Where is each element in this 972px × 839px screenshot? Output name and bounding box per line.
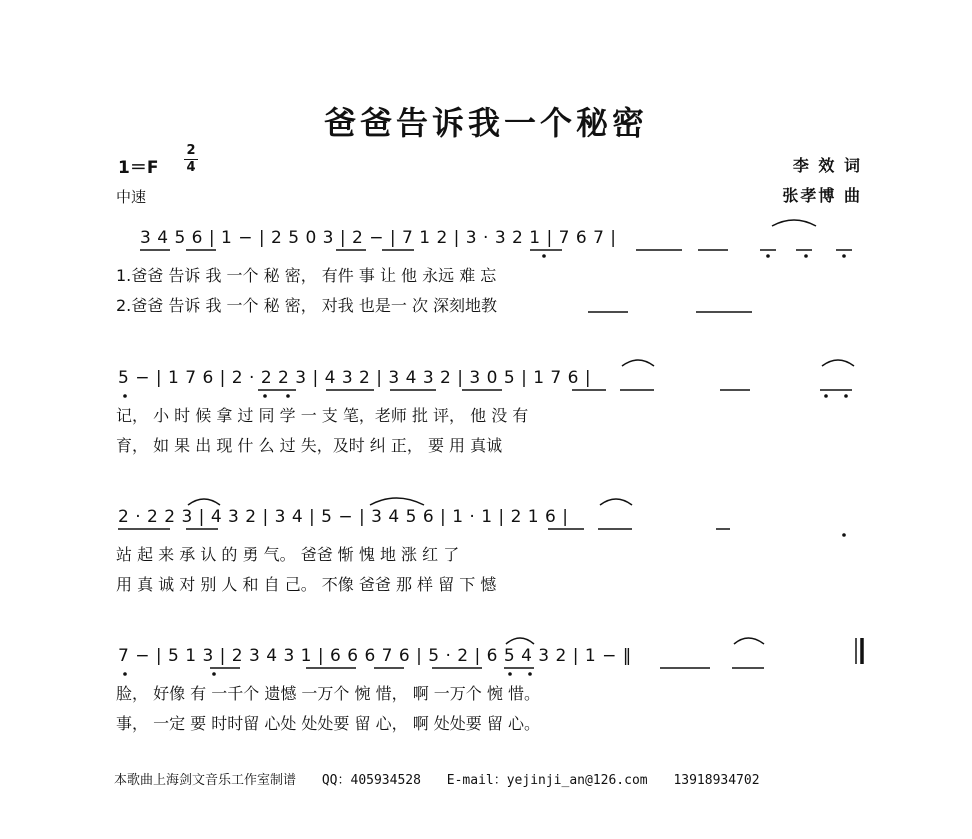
lyrics-line-3-verse-1: 站 起 来 承 认 的 勇 气。 爸爸 惭 愧 地 涨 红 了 bbox=[116, 545, 460, 564]
notes-line-4: 7 − | 5 1 3 | 2 3 4 3 1 | 6 6 6 7 6 | 5 · 2 | 6 5 4 3 2 | 1 − ‖ bbox=[118, 646, 632, 666]
tempo-marking: 中速 bbox=[116, 188, 147, 206]
tie-mark bbox=[822, 360, 854, 366]
tie-mark bbox=[370, 498, 424, 505]
tie-mark bbox=[506, 638, 534, 644]
lyrics-line-2-verse-2: 育， 如 果 出 现 什 么 过 失，及时 纠 正， 要 用 真诚 bbox=[116, 436, 503, 455]
octave-dot bbox=[766, 254, 770, 258]
time-signature-top: 2 bbox=[186, 143, 196, 158]
tie-mark bbox=[772, 220, 816, 226]
footer bbox=[114, 769, 778, 788]
octave-dot bbox=[123, 672, 127, 676]
composer-credit: 张孝博 曲 bbox=[782, 186, 862, 205]
lyrics-line-3-verse-2: 用 真 诚 对 别 人 和 自 己。 不像 爸爸 那 样 留 下 憾 bbox=[116, 575, 497, 594]
lyrics-line-4-verse-2: 事， 一定 要 时时留 心处 处处要 留 心， 啊 处处要 留 心。 bbox=[116, 714, 540, 733]
key-signature: 1＝F bbox=[118, 158, 159, 178]
octave-dot bbox=[844, 394, 848, 398]
octave-dot bbox=[824, 394, 828, 398]
octave-dot bbox=[123, 394, 127, 398]
lyrics-line-4-verse-1: 脸， 好像 有 一千个 遗憾 一万个 惋 惜， 啊 一万个 惋 惜。 bbox=[116, 684, 540, 703]
octave-dot bbox=[842, 254, 846, 258]
footer-qq: QQ：405934528 bbox=[321, 773, 421, 788]
footer-studio: 本歌曲上海剑文音乐工作室制谱 bbox=[114, 773, 297, 788]
octave-dot bbox=[508, 672, 512, 676]
song-title: 爸爸告诉我一个秘密 bbox=[323, 104, 648, 142]
octave-dot bbox=[842, 533, 846, 537]
tie-mark bbox=[622, 360, 654, 366]
lyrics-line-1-verse-2: 2.爸爸 告诉 我 一个 秘 密， 对我 也是一 次 深刻地教 bbox=[116, 296, 498, 315]
notes-line-1: 3 4 5 6 | 1 − | 2 5 0 3 | 2 − | 7 1 2 | 3 · 3 2 1 | 7 6 7 | bbox=[140, 228, 617, 248]
notes-line-2: 5 − | 1 7 6 | 2 · 2 2 3 | 4 3 2 | 3 4 3 2 | 3 0 5 | 1 7 6 | bbox=[118, 368, 592, 388]
octave-dot bbox=[528, 672, 532, 676]
octave-dot bbox=[804, 254, 808, 258]
tie-mark bbox=[188, 499, 220, 505]
time-signature-bottom: 4 bbox=[186, 160, 196, 175]
lyricist-credit: 李 效 词 bbox=[792, 156, 862, 175]
lyrics-line-2-verse-1: 记， 小 时 候 拿 过 同 学 一 支 笔，老师 批 评， 他 没 有 bbox=[116, 406, 529, 425]
tie-mark bbox=[734, 638, 764, 644]
octave-dot bbox=[212, 672, 216, 676]
octave-dot bbox=[263, 394, 267, 398]
lyrics-line-1-verse-1: 1.爸爸 告诉 我 一个 秘 密， 有件 事 让 他 永远 难 忘 bbox=[116, 266, 497, 285]
tie-mark bbox=[600, 499, 632, 505]
octave-dot bbox=[542, 254, 546, 258]
notes-line-3: 2 · 2 2 3 | 4 3 2 | 3 4 | 5 − | 3 4 5 6 | 1 · 1 | 2 1 6 | bbox=[118, 507, 569, 527]
footer-email: E-mail：yejinji_an@126.com bbox=[446, 773, 648, 788]
footer-phone: 13918934702 bbox=[673, 773, 760, 788]
octave-dot bbox=[286, 394, 290, 398]
